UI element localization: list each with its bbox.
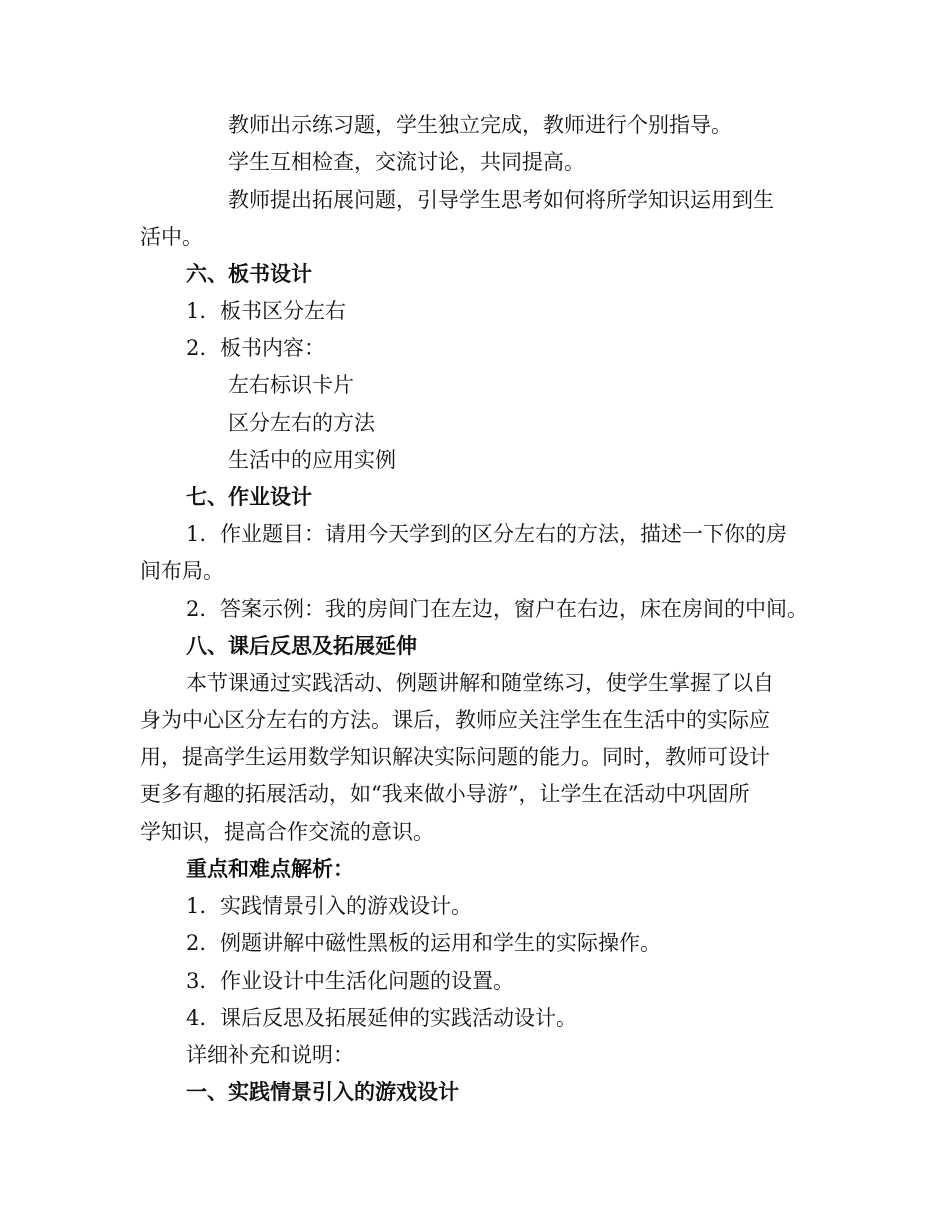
section-heading-1: 一、实践情景引入的游戏设计 xyxy=(186,1080,459,1104)
list-number: 2. xyxy=(186,931,207,955)
key-points-heading: 重点和难点解析： xyxy=(186,857,354,881)
list-text: 板书区分左右 xyxy=(220,299,346,323)
list-text: 例题讲解中磁性黑板的运用和学生的实际操作。 xyxy=(220,931,661,955)
sub-item: 左右标识卡片 xyxy=(228,373,354,397)
section-heading-6: 六、板书设计 xyxy=(186,262,312,286)
sub-item: 生活中的应用实例 xyxy=(228,448,396,472)
paragraph-line: 活中。 xyxy=(140,225,203,249)
sub-item: 区分左右的方法 xyxy=(228,411,375,435)
list-item xyxy=(186,1003,577,1033)
paragraph-line: 更多有趣的拓展活动，如“我来做小导游”，让学生在活动中巩固所 xyxy=(140,782,750,806)
paragraph-line: 本节课通过实践活动、例题讲解和随堂练习，使学生掌握了以自 xyxy=(186,671,774,695)
list-item xyxy=(186,519,787,549)
paragraph-line: 学生互相检查，交流讨论，共同提高。 xyxy=(228,150,585,174)
list-text: 板书内容： xyxy=(220,336,325,360)
paragraph-line: 教师提出拓展问题，引导学生思考如何将所学知识运用到生 xyxy=(228,188,774,212)
list-number: 1. xyxy=(186,894,207,918)
section-heading-8: 八、课后反思及拓展延伸 xyxy=(186,634,417,658)
list-number: 2. xyxy=(186,336,207,360)
list-number: 3. xyxy=(186,969,207,993)
list-item xyxy=(186,333,325,363)
list-text: 答案示例：我的房间门在左边，窗户在右边，床在房间的中间。 xyxy=(220,597,808,621)
paragraph-line: 间布局。 xyxy=(140,559,224,583)
supplement-label: 详细补充和说明： xyxy=(186,1043,354,1067)
list-text: 作业设计中生活化问题的设置。 xyxy=(220,969,514,993)
list-number: 2. xyxy=(186,597,207,621)
list-text: 课后反思及拓展延伸的实践活动设计。 xyxy=(220,1006,577,1030)
section-heading-7: 七、作业设计 xyxy=(186,485,312,509)
list-item xyxy=(186,296,346,326)
list-number: 4. xyxy=(186,1006,207,1030)
list-item xyxy=(186,594,808,624)
list-text: 作业题目：请用今天学到的区分左右的方法，描述一下你的房 xyxy=(220,522,787,546)
paragraph-line: 身为中心区分左右的方法。课后，教师应关注学生在生活中的实际应 xyxy=(140,708,770,732)
list-item xyxy=(186,966,514,996)
list-number: 1. xyxy=(186,522,207,546)
paragraph-line: 用，提高学生运用数学知识解决实际问题的能力。同时，教师可设计 xyxy=(140,745,770,769)
list-item xyxy=(186,891,472,921)
list-text: 实践情景引入的游戏设计。 xyxy=(220,894,472,918)
list-number: 1. xyxy=(186,299,207,323)
paragraph-line: 教师出示练习题，学生独立完成，教师进行个别指导。 xyxy=(228,113,732,137)
paragraph-line: 学知识，提高合作交流的意识。 xyxy=(140,820,434,844)
list-item xyxy=(186,928,661,958)
